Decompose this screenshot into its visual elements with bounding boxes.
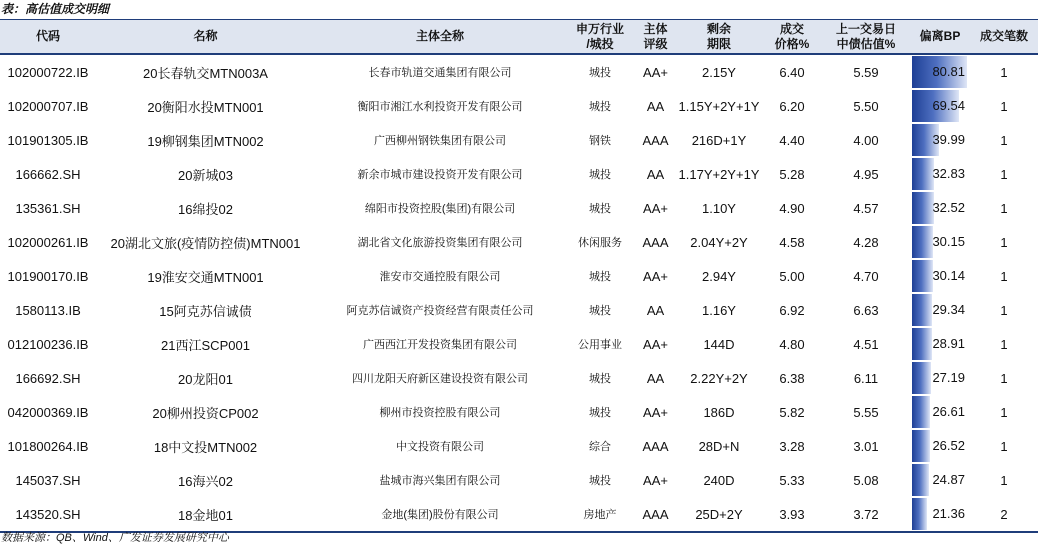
cell-bp: [910, 54, 970, 89]
cell-industry: 城投: [589, 101, 611, 113]
cell-term: 1.16Y: [702, 302, 736, 318]
cell-term: 1.17Y+2Y+1Y: [678, 166, 760, 182]
bp-bar: [912, 328, 967, 360]
cell-industry: 房地产: [565, 497, 635, 532]
cell-valuation: 3.01: [853, 438, 879, 454]
table-row: [0, 89, 1038, 123]
cell-count: 1: [1000, 302, 1008, 318]
table-row: [0, 54, 1038, 89]
cell-rating: AA: [646, 302, 665, 318]
cell-issuer: 广西柳州钢铁集团有限公司: [374, 135, 506, 147]
cell-valuation: 4.95: [853, 166, 879, 182]
cell-code: 102000722.IB: [7, 64, 89, 80]
cell-code: 1580113.IB: [15, 302, 81, 318]
cell-rating: AAA: [642, 132, 669, 148]
cell-industry: 公用事业: [578, 339, 622, 351]
bp-bar: [912, 396, 967, 428]
cell-name: 20柳州投资CP002: [152, 405, 259, 421]
cell-industry: 城投: [589, 169, 611, 181]
bp-value: 32.83: [932, 166, 965, 181]
high-valuation-trades-table: [0, 20, 1038, 533]
cell-bp: [910, 123, 970, 157]
cell-count: 2: [970, 497, 1038, 532]
bp-value: 39.99: [932, 132, 965, 147]
cell-name: 19淮安交通MTN001: [147, 269, 264, 285]
bp-bar-fill: [912, 464, 929, 496]
cell-name: 21西江SCP001: [161, 337, 250, 353]
bp-bar-fill: [912, 260, 933, 292]
cell-code: 145037.SH: [15, 472, 81, 488]
cell-count: 1: [1000, 234, 1008, 250]
cell-name: 19柳钢集团MTN002: [147, 133, 264, 149]
cell-valuation: 6.63: [853, 302, 879, 318]
col-header-price: 成交 价格%: [762, 20, 822, 54]
bp-value: 32.52: [932, 200, 965, 215]
cell-price: 6.40: [779, 64, 805, 80]
cell-price: 3.93: [762, 497, 822, 532]
cell-rating: AAA: [642, 438, 669, 454]
cell-valuation: 5.50: [853, 98, 879, 114]
bp-value: 30.15: [932, 234, 965, 249]
header-row: [0, 20, 1038, 54]
cell-term: 1.15Y+2Y+1Y: [678, 98, 760, 114]
cell-industry: 城投: [589, 203, 611, 215]
bp-value: 26.61: [932, 404, 965, 419]
cell-issuer: 新余市城市建设投资开发有限公司: [357, 169, 523, 181]
col-header-rating: 主体 评级: [635, 20, 676, 54]
cell-issuer: 盐城市海兴集团有限公司: [379, 475, 501, 487]
cell-bp: [910, 361, 970, 395]
cell-count: 1: [1000, 166, 1008, 182]
cell-name: 20衡阳水投MTN001: [147, 99, 264, 115]
bp-bar-fill: [912, 294, 932, 326]
cell-term: 240D: [703, 472, 735, 488]
cell-name: 20新城03: [178, 167, 233, 183]
table-body: [0, 54, 1038, 532]
cell-valuation: 5.55: [853, 404, 879, 420]
cell-bp: [910, 191, 970, 225]
table-row: [0, 225, 1038, 259]
bp-bar-fill: [912, 498, 927, 530]
table-row: [0, 395, 1038, 429]
cell-code: 101800264.IB: [7, 438, 89, 454]
cell-term: 2.94Y: [702, 268, 736, 284]
cell-valuation: 4.51: [853, 336, 879, 352]
cell-code: 135361.SH: [15, 200, 81, 216]
bp-bar: [912, 464, 967, 496]
cell-industry: 城投: [589, 67, 611, 79]
cell-bp: [910, 429, 970, 463]
cell-rating: AA+: [643, 404, 668, 420]
cell-issuer: 中文投资有限公司: [396, 441, 484, 453]
cell-rating: AA+: [643, 268, 668, 284]
cell-count: 1: [1000, 200, 1008, 216]
bp-bar-fill: [912, 362, 931, 394]
col-header-valuation: 上一交易日 中债估值%: [822, 20, 910, 54]
cell-price: 4.58: [779, 234, 805, 250]
cell-issuer: 柳州市投资控股有限公司: [379, 407, 501, 419]
cell-issuer: 四川龙阳天府新区建设投资有限公司: [352, 373, 528, 385]
col-header-issuer: 主体全称: [315, 20, 565, 54]
bp-bar: [912, 192, 967, 224]
cell-name: 18中文投MTN002: [153, 439, 258, 455]
cell-code: 101901305.IB: [7, 132, 89, 148]
cell-count: 1: [1000, 98, 1008, 114]
bp-bar-fill: [912, 396, 930, 428]
cell-count: 1: [1000, 336, 1008, 352]
bp-value: 27.19: [932, 370, 965, 385]
cell-code: 102000707.IB: [7, 98, 89, 114]
bp-value: 24.87: [932, 472, 965, 487]
table-row: [0, 497, 1038, 532]
cell-bp: [910, 259, 970, 293]
cell-rating: AA+: [643, 200, 668, 216]
cell-price: 3.28: [779, 438, 805, 454]
table-row: [0, 429, 1038, 463]
cell-valuation: 4.28: [853, 234, 879, 250]
cell-issuer: 长春市轨道交通集团有限公司: [368, 67, 512, 79]
cell-industry: 休闲服务: [578, 237, 622, 249]
bp-value: 21.36: [932, 506, 965, 521]
cell-bp: [910, 225, 970, 259]
bp-bar-fill: [912, 430, 930, 462]
cell-price: 6.92: [779, 302, 805, 318]
cell-valuation: 4.57: [853, 200, 879, 216]
cell-code: 102000261.IB: [7, 234, 89, 250]
cell-price: 5.00: [779, 268, 805, 284]
cell-rating: AA: [646, 166, 665, 182]
bp-value: 30.14: [932, 268, 965, 283]
cell-price: 4.40: [779, 132, 805, 148]
bp-bar: [912, 56, 967, 88]
bp-bar: [912, 294, 967, 326]
cell-name: 20长春轨交MTN003A: [143, 65, 268, 81]
cell-term: 2.22Y+2Y: [690, 370, 748, 386]
cell-rating: AAA: [642, 234, 669, 250]
cell-bp: [910, 497, 970, 532]
cell-name: 20龙阳01: [178, 371, 233, 387]
cell-bp: [910, 463, 970, 497]
cell-count: 1: [1000, 132, 1008, 148]
cell-term: 1.10Y: [702, 200, 736, 216]
cell-industry: 综合: [589, 441, 611, 453]
cell-issuer: 湖北省文化旅游投资集团有限公司: [357, 237, 523, 249]
bp-bar: [912, 90, 967, 122]
cell-valuation: 3.72: [822, 497, 910, 532]
cell-bp: [910, 293, 970, 327]
cell-code: 101900170.IB: [7, 268, 89, 284]
bp-bar: [912, 124, 967, 156]
cell-code: 012100236.IB: [7, 336, 89, 352]
cell-price: 4.80: [779, 336, 805, 352]
col-header-code: 代码: [0, 20, 96, 54]
cell-issuer: 阿克苏信诚资产投资经营有限责任公司: [346, 305, 534, 317]
cell-count: 1: [1000, 438, 1008, 454]
cell-name: 15阿克苏信诚债: [159, 303, 252, 319]
cell-count: 1: [1000, 370, 1008, 386]
cell-count: 1: [1000, 472, 1008, 488]
cell-industry: 城投: [589, 271, 611, 283]
cell-valuation: 4.70: [853, 268, 879, 284]
cell-issuer: 衡阳市湘江水利投资开发有限公司: [357, 101, 523, 113]
cell-issuer: 金地(集团)股份有限公司: [315, 497, 565, 532]
table-row: [0, 327, 1038, 361]
table-row: [0, 463, 1038, 497]
cell-count: 1: [1000, 64, 1008, 80]
cell-count: 1: [1000, 404, 1008, 420]
table-row: [0, 157, 1038, 191]
cell-code: 166662.SH: [15, 166, 81, 182]
table-caption: 表：高估值成交明细: [1, 2, 110, 16]
cell-price: 5.82: [779, 404, 805, 420]
bp-bar: [912, 362, 967, 394]
bp-value: 29.34: [932, 302, 965, 317]
cell-code: 166692.SH: [15, 370, 81, 386]
bp-bar: [912, 260, 967, 292]
bp-value: 80.81: [932, 64, 965, 79]
cell-price: 5.33: [779, 472, 805, 488]
cell-term: 25D+2Y: [676, 497, 762, 532]
cell-term: 216D+1Y: [691, 132, 747, 148]
table-row: [0, 123, 1038, 157]
cell-term: 2.04Y+2Y: [690, 234, 748, 250]
cell-code: 042000369.IB: [7, 404, 89, 420]
table-row: [0, 293, 1038, 327]
cell-issuer: 广西西江开发投资集团有限公司: [363, 339, 517, 351]
col-header-bp: 偏离BP: [910, 20, 970, 54]
cell-valuation: 5.59: [853, 64, 879, 80]
data-source-note: 数据来源：QB、Wind、广发证券发展研究中心: [1, 532, 229, 544]
cell-valuation: 4.00: [853, 132, 879, 148]
cell-valuation: 6.11: [853, 370, 879, 386]
cell-industry: 城投: [589, 475, 611, 487]
cell-rating: AA+: [643, 472, 668, 488]
bp-bar-fill: [912, 192, 934, 224]
cell-term: 186D: [703, 404, 735, 420]
bp-bar: [912, 226, 967, 258]
cell-price: 4.90: [779, 200, 805, 216]
cell-bp: [910, 89, 970, 123]
cell-rating: AA+: [643, 336, 668, 352]
bp-value: 28.91: [932, 336, 965, 351]
cell-name: 18金地01: [96, 497, 315, 532]
cell-industry: 城投: [589, 373, 611, 385]
cell-code: 143520.SH: [0, 497, 96, 532]
col-header-industry: 申万行业 /城投: [565, 20, 635, 54]
cell-industry: 钢铁: [589, 135, 611, 147]
cell-term: 144D: [703, 336, 735, 352]
cell-price: 6.20: [779, 98, 805, 114]
cell-rating: AA+: [643, 64, 668, 80]
col-header-name: 名称: [96, 20, 315, 54]
bp-bar: [912, 498, 967, 530]
table-row: [0, 361, 1038, 395]
cell-bp: [910, 327, 970, 361]
cell-name: 16海兴02: [178, 473, 233, 489]
cell-industry: 城投: [589, 305, 611, 317]
bp-value: 69.54: [932, 98, 965, 113]
col-header-term: 剩余 期限: [676, 20, 762, 54]
cell-price: 6.38: [779, 370, 805, 386]
cell-issuer: 淮安市交通控股有限公司: [379, 271, 501, 283]
bp-bar: [912, 158, 967, 190]
bp-bar: [912, 430, 967, 462]
cell-count: 1: [1000, 268, 1008, 284]
cell-rating: AA: [646, 370, 665, 386]
cell-bp: [910, 395, 970, 429]
bp-value: 26.52: [932, 438, 965, 453]
bp-bar-fill: [912, 328, 932, 360]
cell-term: 2.15Y: [702, 64, 736, 80]
cell-bp: [910, 157, 970, 191]
cell-issuer: 绵阳市投资控股(集团)有限公司: [364, 203, 516, 215]
cell-industry: 城投: [589, 407, 611, 419]
cell-rating: AA: [646, 98, 665, 114]
cell-price: 5.28: [779, 166, 805, 182]
cell-rating: AAA: [635, 497, 676, 532]
col-header-count: 成交笔数: [970, 20, 1038, 54]
cell-name: 16绵投02: [178, 201, 233, 217]
cell-valuation: 5.08: [853, 472, 879, 488]
cell-term: 28D+N: [698, 438, 740, 454]
bp-bar-fill: [912, 226, 933, 258]
bp-bar-fill: [912, 158, 934, 190]
cell-name: 20湖北文旅(疫情防控债)MTN001: [110, 235, 301, 251]
table-row: [0, 191, 1038, 225]
table-row: [0, 259, 1038, 293]
